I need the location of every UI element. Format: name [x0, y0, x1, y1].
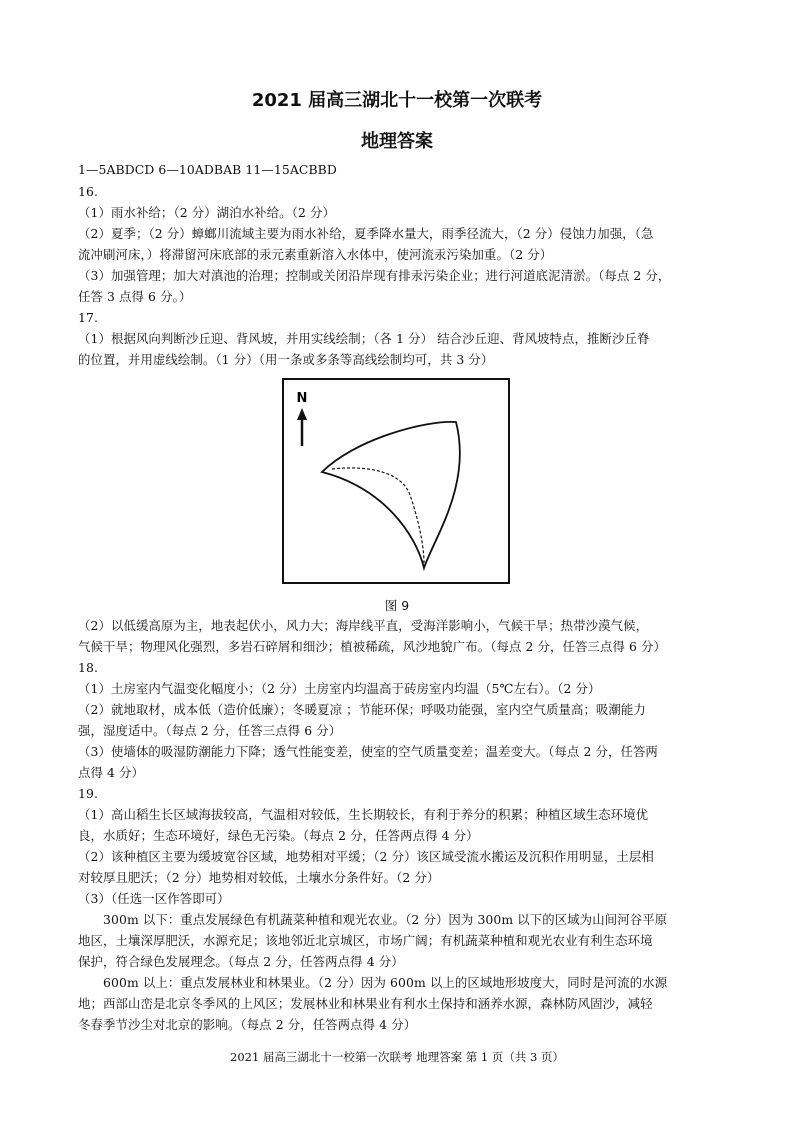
- document-subtitle: 地理答案: [361, 131, 433, 152]
- question-number: 18.: [78, 660, 99, 675]
- barchan-dune-drawing: [284, 380, 508, 582]
- document-title: 2021 届高三湖北十一校第一次联考: [251, 90, 543, 111]
- answer-text-line: 良，水质好；生态环境好，绿色无污染。（每点 2 分，任答两点得 4 分）: [78, 828, 479, 843]
- question-number: 16.: [78, 184, 99, 199]
- answer-text-line: （2）以低缓高原为主，地表起伏小，风力大；海岸线平直，受海洋影响小，气候干旱；热带沙漠气候，: [78, 618, 649, 633]
- answer-text-line: 点得 4 分）: [78, 765, 145, 780]
- answer-text-line: 任答 3 点得 6 分。）: [78, 289, 192, 304]
- answer-text-line: 强，湿度适中。（每点 2 分，任答三点得 6 分）: [78, 723, 342, 738]
- dune-figure: [282, 378, 510, 584]
- answer-text-line: 冬春季节沙尘对北京的影响。（每点 2 分，任答两点得 4 分）: [78, 1017, 417, 1032]
- answer-text-line: （1）土房室内气温变化幅度小；（2 分）土房室内均温高于砖房室内均温（5℃左右）。（2 分）: [78, 681, 601, 696]
- answer-text-line: （2）夏季；（2 分）蟑螂川流域主要为雨水补给，夏季降水量大，雨季径流大，（2 分）侵蚀力加强，（急: [78, 226, 654, 241]
- answer-text-line: （3）使墙体的吸湿防潮能力下降；透气性能变差，使室的空气质量变差；温差变大。（每点 2 分，任答两: [78, 744, 658, 759]
- answer-text-line: （3）加强管理；加大对滇池的治理；控制或关闭沿岸现有排汞污染企业；进行河道底泥清淤。（每点 2 分，: [78, 268, 671, 283]
- answer-key-line: 1—5ABDCD 6—10ADBAB 11—15ACBBD: [78, 162, 337, 177]
- north-arrow-icon: [297, 408, 307, 446]
- answer-text-line: （3）（任选一区作答即可）: [78, 891, 230, 906]
- answer-text-line: 流冲刷河床，）将滞留河床底部的汞元素重新溶入水体中，使河流汞污染加重。（2 分）: [78, 247, 553, 262]
- north-label: N: [296, 391, 308, 406]
- figure-caption: 图 9: [384, 598, 410, 613]
- answer-text-line: 的位置，并用虚线绘制。（1 分）（用一条或多条等高线绘制均可，共 3 分）: [78, 352, 494, 367]
- answer-text-line: 600m 以上：重点发展林业和林果业。（2 分）因为 600m 以上的区域地形坡度大，同时是河流的水源: [103, 975, 668, 990]
- answer-text-line: 300m 以下：重点发展绿色有机蔬菜种植和观光农业。（2 分）因为 300m 以下的区域为山间河谷平原: [103, 912, 668, 927]
- dune-crest-dashed: [332, 468, 424, 563]
- answer-text-line: 保护，符合绿色发展理念。（每点 2 分，任答两点得 4 分）: [78, 954, 404, 969]
- answer-text-line: （2）该种植区主要为缓坡宽谷区域，地势相对平缓；（2 分）该区域受流水搬运及沉积作用明显，土层相: [78, 849, 654, 864]
- answer-text-line: 对较厚且肥沃；（2 分）地势相对较低，土壤水分条件好。（2 分）: [78, 870, 440, 885]
- dune-outline-solid: [322, 422, 460, 568]
- answer-text-line: 地；西部山峦是北京冬季风的上风区；发展林业和林果业有利水土保持和涵养水源，森林防风固沙，减轻: [78, 996, 653, 1011]
- answer-text-line: 气候干旱；物理风化强烈，多岩石碎屑和细沙；植被稀疏，风沙地貌广布。（每点 2 分，任答三点得 6 分）: [78, 639, 666, 654]
- answer-text-line: （1）根据风向判断沙丘迎、背风坡，并用实线绘制；（各 1 分） 结合沙丘迎、背风坡特点，推断沙丘脊: [78, 331, 650, 346]
- page-footer: 2021 届高三湖北十一校第一次联考 地理答案 第 1 页（共 3 页）: [230, 1050, 564, 1064]
- answer-text-line: （2）就地取材，成本低（造价低廉）；冬暖夏凉 ；节能环保；呼吸功能强，室内空气质量高；吸潮能力: [78, 702, 646, 717]
- answer-text-line: （1）高山稻生长区域海拔较高，气温相对较低，生长期较长，有利于养分的积累；种植区域生态环境优: [78, 807, 649, 822]
- question-number: 19.: [78, 786, 99, 801]
- answer-text-line: 地区，土壤深厚肥沃，水源充足；该地邻近北京城区，市场广阔；有机蔬菜种植和观光农业有利生态环境: [78, 933, 653, 948]
- answer-text-line: （1）雨水补给；（2 分）湖泊水补给。（2 分）: [78, 205, 335, 220]
- question-number: 17.: [78, 310, 99, 325]
